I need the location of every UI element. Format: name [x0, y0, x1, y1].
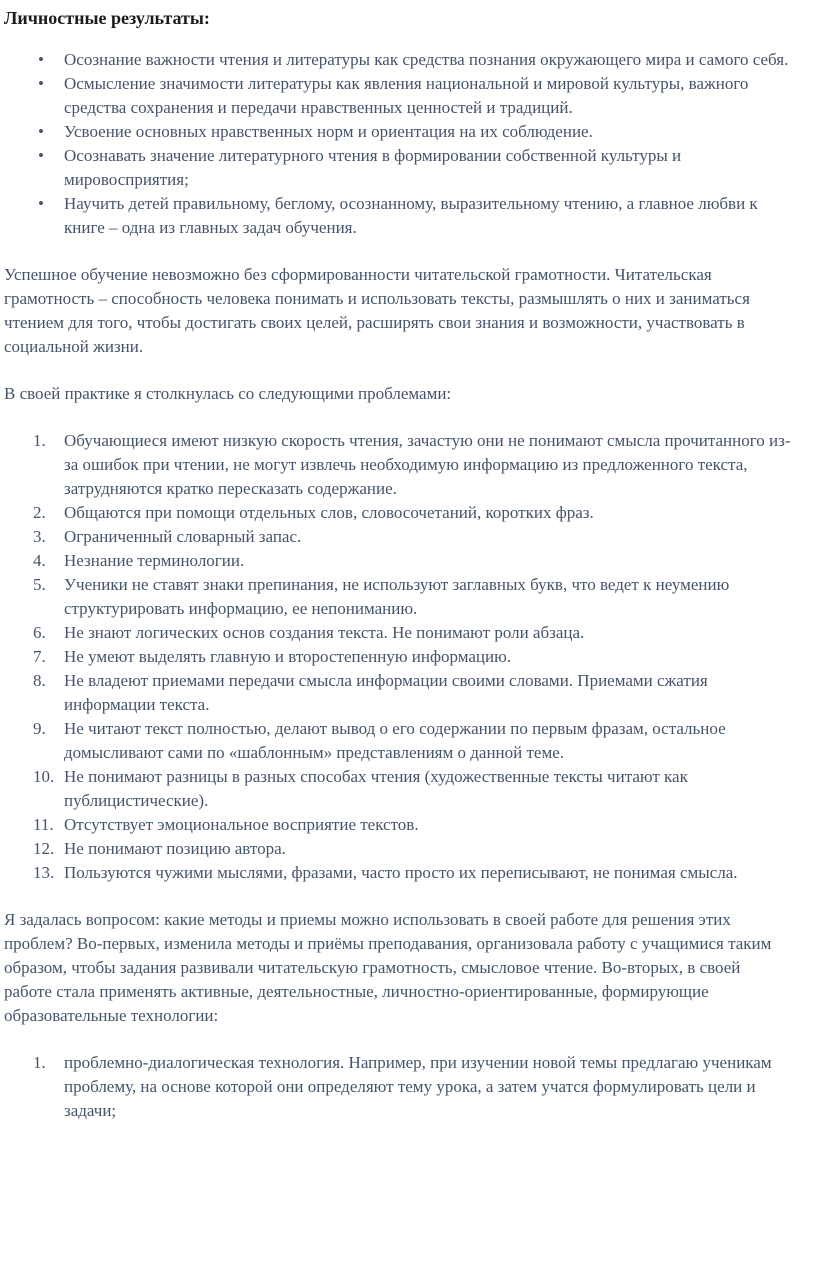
methods-list: [4, 1051, 792, 1123]
list-item: Ученики не ставят знаки препинания, не используют заглавных букв, что ведет к неумению структурировать информацию, ее непониманию.: [64, 575, 730, 618]
list-item: • Осознавать значение литературного чтения в формировании собственной культуры и мировосприятия;: [64, 144, 792, 192]
list-item: Незнание терминологии.: [64, 551, 245, 570]
list-item: Не владеют приемами передачи смысла информации своими словами. Приемами сжатия информации текста.: [64, 671, 708, 714]
list-item: Не понимают позицию автора.: [64, 839, 286, 858]
list-item: Не умеют выделять главную и второстепенную информацию.: [64, 647, 512, 666]
paragraph-methods-intro: Я задалась вопросом: какие методы и приемы можно использовать в своей работе для решения этих проблем? Во-первых, изменила методы и приёмы преподавания, организовала работу с учащимися таким образом, чтобы задания развивали читательскую грамотность, смысловое чтение. Во-вторых, в своей работе стала применять активные, деятельностные, личностно-ориентированные, формирующие образовательные технологии:: [4, 910, 772, 1025]
list-item: Пользуются чужими мыслями, фразами, часто просто их переписывают, не понимая смысла.: [64, 863, 738, 882]
list-item: • Усвоение основных нравственных норм и ориентация на их соблюдение.: [64, 120, 792, 144]
list-item: Обучающиеся имеют низкую скорость чтения, зачастую они не понимают смысла прочитанного из-за ошибок при чтении, не могут извлечь необходимую информацию из предложенного текста, затрудняются кратко пересказать содержание.: [64, 431, 791, 498]
list-item: Ограниченный словарный запас.: [64, 527, 302, 546]
paragraph-problems-intro: В своей практике я столкнулась со следующими проблемами:: [4, 384, 452, 403]
list-item: Не понимают разницы в разных способах чтения (художественные тексты читают как публицистические).: [64, 767, 688, 810]
page-title: Личностные результаты:: [4, 8, 210, 28]
problems-list: [4, 429, 792, 885]
list-item: • Осмысление значимости литературы как явления национальной и мировой культуры, важного средства сохранения и передачи нравственных ценностей и традиций.: [64, 72, 792, 120]
list-item: • Научить детей правильному, беглому, осознанному, выразительному чтению, а главное любви к книге – одна из главных задач обучения.: [64, 192, 792, 240]
list-item: Общаются при помощи отдельных слов, словосочетаний, коротких фраз.: [64, 503, 594, 522]
paragraph-reading-literacy: Успешное обучение невозможно без сформированности читательской грамотности. Читательская грамотность – способность человека понимать и использовать тексты, размышлять о них и заниматься чтением для того, чтобы достигать своих целей, расширять свои знания и возможности, участвовать в социальной жизни.: [4, 265, 750, 356]
list-item: проблемно-диалогическая технология. Например, при изучении новой темы предлагаю ученикам проблему, на основе которой они определяют тему урока, а затем учатся формулировать цели и задачи;: [64, 1053, 772, 1120]
list-item: Не читают текст полностью, делают вывод о его содержании по первым фразам, остальное домысливают сами по «шаблонным» представлениям о данной теме.: [64, 719, 726, 762]
list-item: Отсутствует эмоциональное восприятие текстов.: [64, 815, 419, 834]
list-item: • Осознание важности чтения и литературы как средства познания окружающего мира и самого себя.: [64, 48, 792, 72]
personal-results-bullet-list: [4, 48, 792, 240]
list-item: Не знают логических основ создания текста. Не понимают роли абзаца.: [64, 623, 585, 642]
